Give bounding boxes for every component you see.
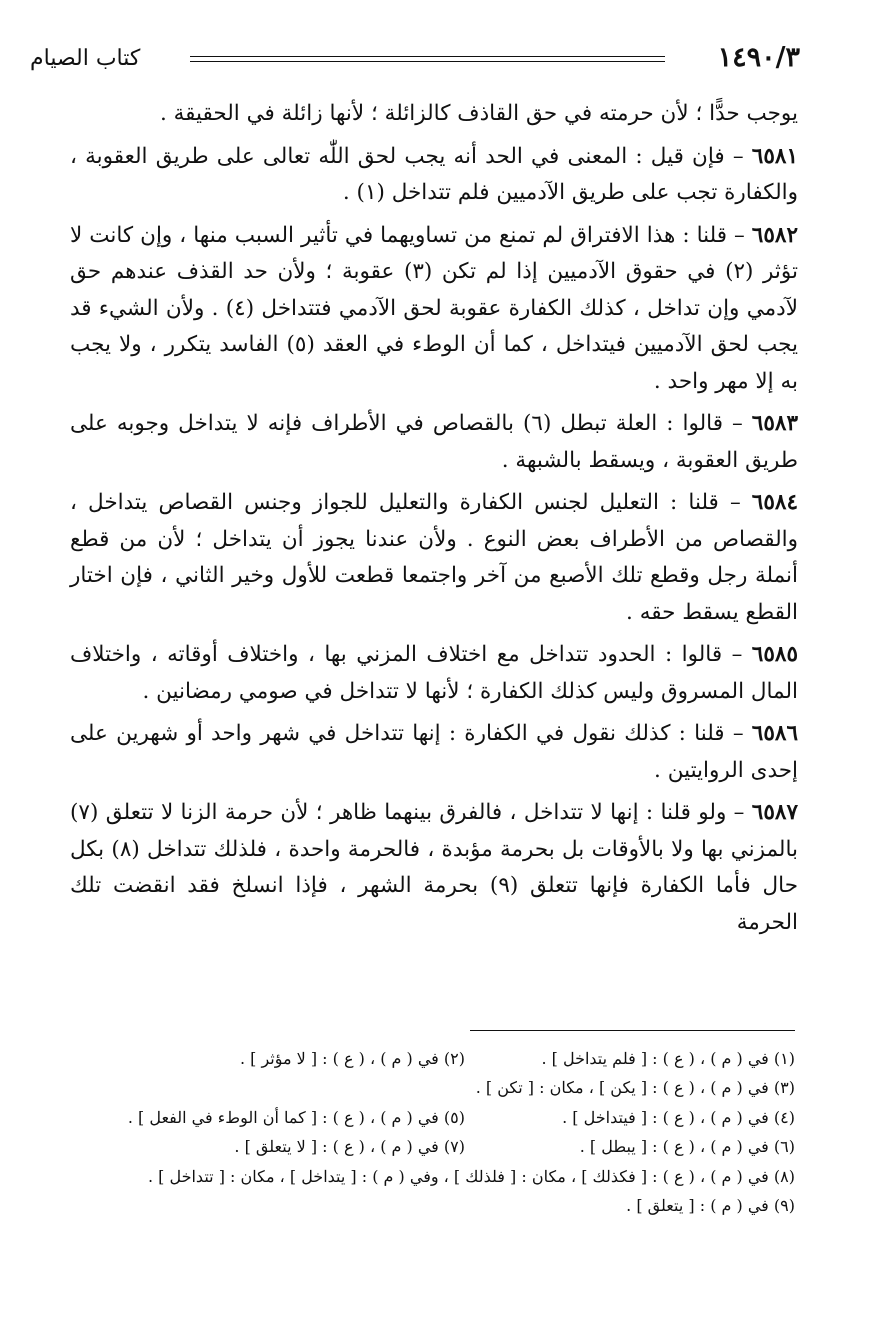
- footnote: (٣) في ( م ) ، ( ع ) : [ يكن ] ، مكان : [ تكن ] .: [475, 1078, 795, 1098]
- paragraph-text: يوجب حدًّا ؛ لأن حرمته في حق القاذف كالزائلة ؛ لأنها زائلة في الحقيقة .: [159, 101, 798, 126]
- footnote-row: [50, 1133, 795, 1163]
- footnote: (٤) في ( م ) ، ( ع ) : [ فيتداخل ] .: [562, 1107, 795, 1127]
- running-header: [30, 42, 800, 82]
- paragraph-number: ٦٥٨١: [751, 143, 798, 169]
- paragraph-number: ٦٥٨٤: [751, 490, 798, 515]
- paragraph-text: – فإن قيل : المعنى في الحد أنه يجب لحق اللّٰه تعالى على طريق العقوبة ، والكفارة تجب على طريق الآدميين فلم تتداخل (١) .: [70, 143, 798, 205]
- footnote-row: [50, 1044, 795, 1074]
- main-text: [70, 96, 798, 947]
- paragraph: [70, 406, 798, 479]
- paragraph-number: ٦٥٨٢: [751, 222, 798, 248]
- footnote: (٧) في ( م ) ، ( ع ) : [ لا يتعلق ] .: [234, 1137, 465, 1157]
- footnote: (٢) في ( م ) ، ( ع ) : [ لا مؤثر ] .: [239, 1048, 465, 1068]
- book-title: كتاب الصيام: [30, 46, 141, 71]
- paragraph: [70, 139, 798, 212]
- header-rule: [190, 56, 665, 62]
- footnote: (٩) في ( م ) : [ يتعلق ] .: [626, 1196, 795, 1216]
- footnote: (٨) في ( م ) ، ( ع ) : [ فكذلك ] ، مكان : [ فلذلك ] ، وفي ( م ) : [ يتداخل ] ، مكان : [ تتداخل ] .: [147, 1166, 795, 1186]
- paragraph: [70, 485, 798, 631]
- paragraph-text: – قلنا : كذلك نقول في الكفارة : إنها تتداخل في شهر واحد أو شهرين على إحدى الروايتين .: [70, 721, 798, 783]
- paragraph: [70, 637, 798, 710]
- footnotes: [50, 1044, 795, 1221]
- paragraph-number: ٦٥٨٦: [751, 721, 798, 746]
- footnote-row: [50, 1192, 795, 1222]
- paragraph: [70, 218, 798, 401]
- footnote: (٦) في ( م ) ، ( ع ) : [ يبطل ] .: [579, 1137, 795, 1157]
- paragraph-text: – قالوا : الحدود تتداخل مع اختلاف المزني بها ، واختلاف أوقاته ، واختلاف المال المسروق وليس كذلك الكفارة ؛ لأنها لا تتداخل في صومي رمضانين .: [70, 642, 798, 704]
- footnote-row: [50, 1103, 795, 1133]
- footnote-row: [50, 1074, 795, 1104]
- paragraph-text: – ولو قلنا : إنها لا تتداخل ، فالفرق بينهما ظاهر ؛ لأن حرمة الزنا لا تتعلق (٧) بالمزني بها ولا بالأوقات بل بحرمة مؤبدة ، فالحرمة واحدة ، فلذلك تتداخل (٨) بكل حال فأما الكفارة فإنها تتعلق (٩) بحرمة الشهر ، فإذا انسلخ فقد انقضت تلك الحرمة: [70, 800, 798, 935]
- paragraph-text: – قالوا : العلة تبطل (٦) بالقصاص في الأطراف فإنه لا يتداخل وجوبه على طريق العقوبة ، ويسقط بالشبهة .: [70, 411, 798, 473]
- page-number: ١٤٩٠/٣: [717, 42, 800, 73]
- paragraph-number: ٦٥٨٣: [751, 411, 798, 436]
- paragraph: [70, 795, 798, 941]
- paragraph: [70, 716, 798, 789]
- footnote-separator: [470, 1030, 795, 1031]
- paragraph-number: ٦٥٨٥: [751, 642, 798, 667]
- paragraph-text: – قلنا : هذا الافتراق لم تمنع من تساويهما في تأثير السبب منها ، وإن كانت لا تؤثر (٢) في حقوق الآدميين إذا لم تكن (٣) عقوبة ؛ ولأن حد القذف عندهم حق لآدمي وإن تداخل ، كذلك الكفارة عقوبة لحق الآدمي فتتداخل (٤) . ولأن الشيء قد يجب لحق الآدميين فيتداخل ، كما أن الوطء في العقد (٥) الفاسد يتكرر ، ولا يجب به إلا مهر واحد .: [70, 222, 798, 394]
- paragraph-number: ٦٥٨٧: [751, 800, 798, 825]
- footnote-row: [50, 1162, 795, 1192]
- paragraph-text: – قلنا : التعليل لجنس الكفارة والتعليل للجواز وجنس القصاص يتداخل ، والقصاص من الأطراف بعض النوع . ولأن عندنا يجوز أن يتداخل ؛ لأن من قطع أنملة رجل وقطع تلك الأصبع من آخر واجتمعا قطعت للأول وخير الثاني ، فإن اختار القطع يسقط حقه .: [70, 490, 798, 625]
- footnote: (١) في ( م ) ، ( ع ) : [ فلم يتداخل ] .: [541, 1048, 795, 1068]
- paragraph: [70, 96, 798, 133]
- footnote: (٥) في ( م ) ، ( ع ) : [ كما أن الوطء في الفعل ] .: [127, 1107, 465, 1127]
